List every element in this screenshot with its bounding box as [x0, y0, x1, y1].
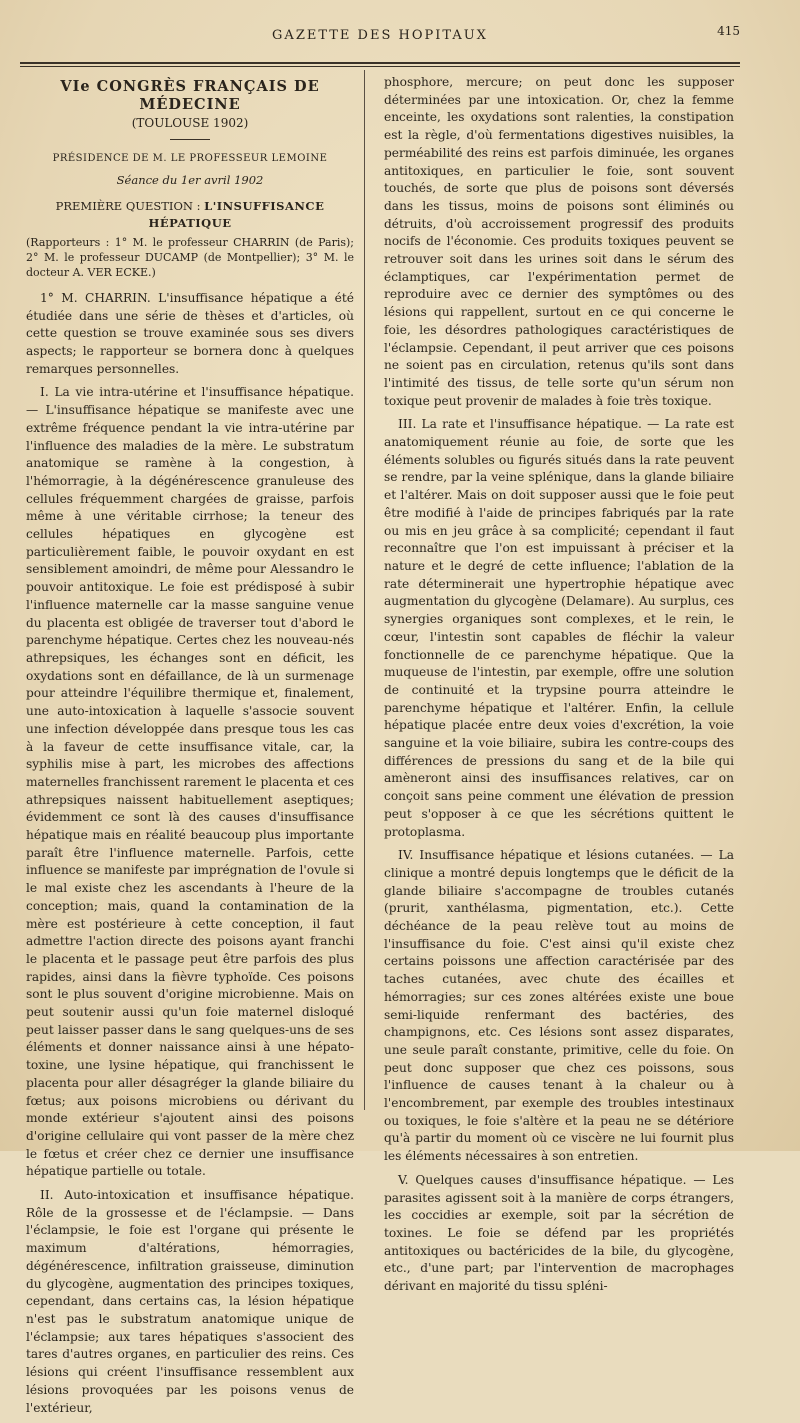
left-column — [26, 74, 354, 1423]
column-divider — [364, 70, 365, 1110]
paragraph-section-5: V. Quelques causes d'insuffisance hépatique. — Les parasites agissent soit à la manière de corps étrangers, les coccidies ar exemple, soit par la sécrétion de toxines. Le foie se défend par les propriétés antitoxiques ou bactéricides de la bile, du glycogène, etc., d'une part; par l'intervention de macrophages dérivant en majorité du tissu spléni- — [384, 1172, 734, 1294]
paragraph-section-3: III. La rate et l'insuffisance hépatique. — La rate est anatomiquement réunie au foie, de sorte que les éléments solubles ou figurés situés dans la rate peuvent se rendre, par la veine splénique, dans la glande biliaire et l'altérer. Mais on doit supposer aussi que le foie peut être modifié à l'aide de principes fabriqués par la rate ou mis en jeu grâce à sa complicité; cependant il faut reconnaître que l'on est impuissant à préciser et la nature et le degré de cette influence; l'ablation de la rate déterminerait une hypertrophie hépatique avec augmentation du glycogène (Delamare). Au surplus, ces synergies organiques sont complexes, et le rein, le cœur, l'intestin sont capables de fléchir la valeur fonctionnelle de ce parenchyme hépatique. Que la muqueuse de l'intestin, par exemple, offre une solution de continuité et la trypsine pourra atteindre le parenchyme hépatique et l'altérer. Enfin, la cellule hépatique placée entre deux voies d'excrétion, la voie sanguine et la voie biliaire, subira les contre-coups des différences de pressions du sang et de la bile qui amèneront ainsi des insuffisances relatives, car on conçoit sans peine comment une élévation de pression peut s'opposer à ce que les sécrétions quittent le protoplasma. — [384, 417, 734, 839]
page-number: 415 — [717, 24, 740, 38]
paragraph-section-2-continued: phosphore, mercure; on peut donc les supposer déterminées par une intoxication. Or, chez la femme enceinte, les oxydations sont ralenties, la constipation est la règle, d'où fermentations digestives nuisibles, la perméabilité des reins est parfois diminuée, les organes antitoxiques, en particulier le foie, sont souvent touchés, de sorte que plus de poisons sont déversés dans les tissus, moins de poisons sont éliminés ou détruits, d'où accroissement progressif des produits nocifs de l'économie. Ces produits toxiques peuvent se retrouver soit dans les urines soit dans le sérum des éclamptiques, car l'expérimentation permet de reproduire avec ce dernier des symptômes ou des lésions qui rappellent, surtout en ce qui concerne le foie, les désordres pathologiques caractéristiques de l'éclampsie. Cependant, il peut arriver que ces poisons ne soient pas en circulation, retenus qu'ils sont dans l'intimité des tissus, de telle sorte qu'un sérum non toxique peut provenir de malades à foie très toxique. — [384, 75, 734, 408]
journal-title: GAZETTE DES HOPITAUX — [272, 28, 488, 43]
page-header — [20, 22, 740, 50]
right-column — [384, 74, 734, 1302]
congress-place: (TOULOUSE 1902) — [131, 116, 249, 131]
seance-date: Séance du 1er avril 1902 — [116, 172, 264, 187]
header-rule-thick — [20, 62, 740, 64]
rapporteurs-line: (Rapporteurs : 1° M. le professeur CHARRIN (de Paris); 2° M. le professeur DUCAMP (de Montpellier); 3° M. le docteur A. VER ECKE.) — [26, 235, 354, 279]
header-rule-thin — [20, 66, 740, 67]
question-label: PREMIÈRE QUESTION : — [55, 198, 201, 213]
question-heading — [26, 198, 354, 233]
paragraph-section-2: II. Auto-intoxication et insuffisance hépatique. Rôle de la grossesse et de l'éclampsie. — Dans l'éclampsie, le foie est l'organe qui présente le maximum d'altérations, hémorragies, dégénérescence, infiltration graisseuse, diminution du glycogène, augmentation des principes toxiques, cependant, dans certains cas, la lésion hépatique n'est pas le substratum anatomique unique de l'éclampsie; aux tares hépatiques s'associent des tares d'autres organes, en particulier des reins. Ces lésions qui créent l'insuffisance ressemblent aux lésions provoquées par les poisons venus de l'extérieur, — [26, 1188, 354, 1415]
paragraph-section-4: IV. Insuffisance hépatique et lésions cutanées. — La clinique a montré depuis longtemps que le déficit de la glande biliaire s'accompagne de troubles cutanés (prurit, xanthélasma, pigmentation, etc.). Cette déchéance de la peau relève tout au moins de l'insuffisance du foie. C'est ainsi qu'il existe chez certains poissons une affection caractérisée par des taches cutanées, avec chute des écailles et hémorragies; sur ces zones altérées existe une boue semi-liquide renfermant des bactéries, des champignons, etc. Ces lésions sont assez disparates, une seule paraît constante, primitive, celle du foie. On peut donc supposer que chez ces poissons, sous l'influence de causes tenant à la chaleur ou à l'encombrement, par exemple des troubles intestinaux ou toxiques, le foie s'altère et la peau ne se détériore qu'à partir du moment où ce viscère ne lui fournit plus les éléments nécessaires à son entretien. — [384, 848, 734, 1164]
question-title: L'INSUFFISANCE HÉPATIQUE — [148, 198, 325, 231]
paragraph-section-1: I. La vie intra-utérine et l'insuffisance hépatique. — L'insuffisance hépatique se manifeste avec une extrême fréquence pendant la vie intra-utérine par l'influence des maladies de la mère. Le substratum anatomique se ramène à la congestion, à l'hémorragie, à la dégénérescence granuleuse des cellules fréquemment chargées de graisse, parfois même à une véritable cirrhose; la teneur des cellules hépatiques en glycogène est particulièrement faible, le pouvoir oxydant en est sensiblement amoindri, de même pour Alessandro le pouvoir antitoxique. Le foie est prédisposé à subir l'influence maternelle car la masse sanguine venue du placenta est obligée de traverser tout d'abord le parenchyme hépatique. Certes chez les nouveau-nés athrepsiques, les échanges sont en déficit, les oxydations sont en défaillance, de là un surmenage pour atteindre l'équilibre thermique et, finalement, une auto-intoxication à laquelle s'associe souvent une infection développée dans presque tous les cas à la faveur de cette insuffisance vitale, car, la syphilis mise à part, les microbes des affections maternelles franchissent rarement le placenta et ces athrepsiques naissent habituellement aseptiques; évidemment ce sont là des causes d'insuffisance hépatique mais en réalité beaucoup plus importante paraît être l'influence maternelle. Parfois, cette influence se manifeste par imprégnation de l'ovule si le mal existe chez les ascendants à l'heure de la conception; mais, quand la contamination de la mère est postérieure à cette conception, il faut admettre l'action directe des poisons ayant franchi le placenta et le passage peut être parfois des plus rapides, ainsi dans la fièvre typhoïde. Ces poisons sont le plus souvent d'origine microbienne. Mais on peut soutenir aussi qu'un foie maternel disloqué peut laisser passer dans le sang quelques-uns de ses éléments et donner naissance ainsi à une hépato-toxine, une lysine hépatique, qui franchissent le placenta pour aller désagréger la glande biliaire du fœtus; aux poisons microbiens ou dérivant du monde extérieur s'ajoutent ainsi des poisons d'origine cellulaire qui vont passer de la mère chez le fœtus et créer chez ce dernier une insuffisance hépatique partielle ou totale. — [26, 385, 354, 1179]
presidency-line: PRÉSIDENCE DE M. LE PROFESSEUR LEMOINE — [52, 153, 328, 165]
congress-title: VIe CONGRÈS FRANÇAIS DE MÉDECINE — [60, 78, 320, 113]
paragraph-charrin-intro: 1° M. CHARRIN. L'insuffisance hépatique a été étudiée dans une série de thèses et d'articles, où cette question se trouve examinée sous ses divers aspects; le rapporteur se bornera donc à quelques remarques personnelles. — [26, 290, 354, 376]
title-rule — [170, 139, 210, 140]
